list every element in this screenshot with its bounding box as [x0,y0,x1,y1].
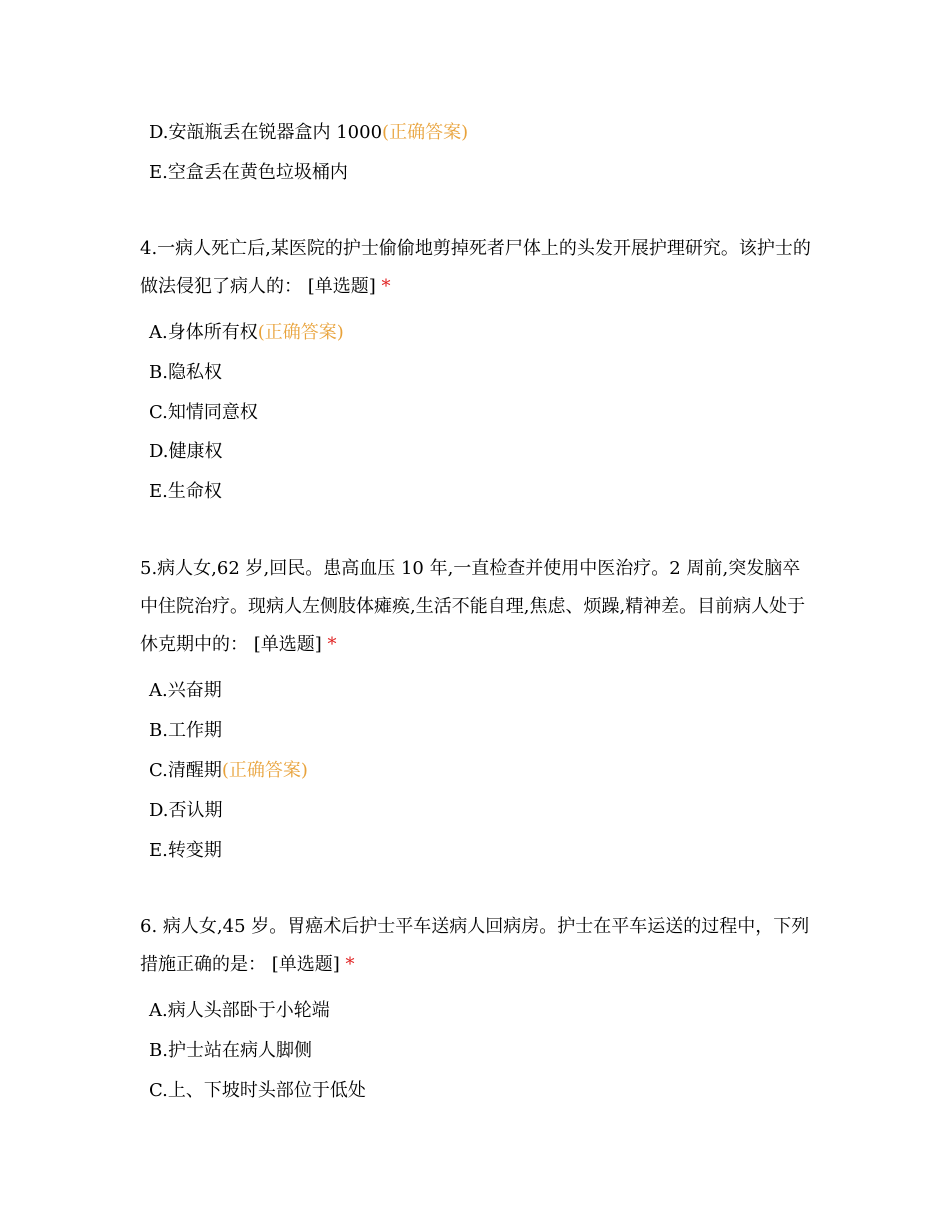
option-text: A.病人头部卧于小轮端 [149,1000,330,1021]
q6-stem [140,908,815,984]
q6-option-a [149,1000,330,1022]
option-text: B.护士站在病人脚侧 [149,1040,312,1061]
q4-option-b [149,362,222,384]
question-text: 5.病人女,62 岁,回民。患高血压 10 年,一直检查并使用中医治疗。2 周前,突发脑卒中住院治疗。现病人左侧肢体瘫痪,生活不能自理,焦虑、烦躁,精神差。目前病人处于休克期中的： [单选题] [140,558,806,655]
q6-option-b [149,1040,312,1062]
correct-answer-tag: (正确答案) [382,122,469,143]
question-text: 4.一病人死亡后,某医院的护士偷偷地剪掉死者尸体上的头发开展护理研究。该护士的做法侵犯了病人的： [单选题] [140,238,811,297]
option-text: A.兴奋期 [149,680,222,701]
q5-stem [140,550,815,664]
q4-option-d [149,441,223,463]
q5-option-b [149,720,222,742]
option-text: C.清醒期 [149,760,222,781]
option-text: E.空盒丢在黄色垃圾桶内 [149,162,348,183]
q4-stem [140,230,815,306]
option-text: B.隐私权 [149,362,222,383]
q4-option-e [149,481,222,503]
option-text: D.健康权 [149,441,223,462]
option-text: D.否认期 [149,800,223,821]
option-text: B.工作期 [149,720,222,741]
option-text: A.身体所有权 [149,322,258,343]
required-mark: * [327,634,337,655]
q4-option-c [149,402,258,424]
correct-answer-tag: (正确答案) [221,760,308,781]
q3-option-e [149,162,348,184]
q5-option-e [149,840,222,862]
required-mark: * [345,954,355,975]
q5-option-c [149,760,308,782]
option-text: E.转变期 [149,840,222,861]
q4-option-a [149,322,344,344]
option-text: D.安瓿瓶丢在锐器盒内 1000 [149,122,383,143]
q6-option-c [149,1080,366,1102]
q3-option-d [149,122,468,144]
option-text: C.知情同意权 [149,402,258,423]
q5-option-d [149,800,223,822]
option-text: E.生命权 [149,481,222,502]
question-text: 6. 病人女,45 岁。胃癌术后护士平车送病人回病房。护士在平车运送的过程中，下列措施正确的是： [单选题] [140,916,810,975]
option-text: C.上、下坡时头部位于低处 [149,1080,366,1101]
q5-option-a [149,680,222,702]
required-mark: * [381,276,391,297]
correct-answer-tag: (正确答案) [257,322,344,343]
